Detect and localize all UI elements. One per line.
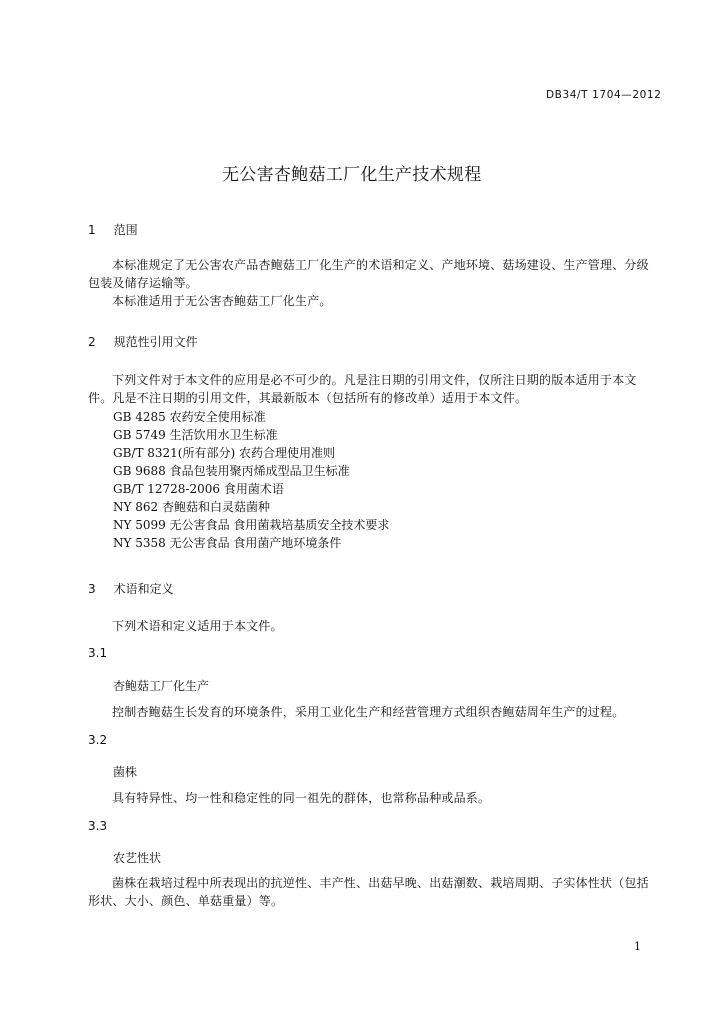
section-number: 1	[88, 223, 96, 237]
section-number: 2	[88, 335, 96, 349]
section-number: 3	[88, 582, 96, 596]
section-1-paragraph-2: 本标准适用于无公害杏鲍菇工厂化生产。	[112, 294, 332, 308]
reference-item: NY 5099 无公害食品 食用菌栽培基质安全技术要求	[113, 518, 390, 532]
section-3-heading	[88, 580, 174, 597]
term-definition: 控制杏鲍菇生长发育的环境条件，采用工业化生产和经营管理方式组织杏鲍菇周年生产的过程。	[112, 705, 625, 719]
page-title: 无公害杏鲍菇工厂化生产技术规程	[222, 165, 482, 185]
page-number: 1	[634, 940, 641, 953]
term-name: 菌株	[113, 765, 138, 779]
term-number: 3.1	[88, 646, 108, 660]
reference-item: GB/T 12728-2006 食用菌术语	[113, 482, 284, 496]
section-title: 规范性引用文件	[113, 335, 198, 349]
section-2-paragraph-1: 下列文件对于本文件的应用是必不可少的。凡是注日期的引用文件，仅所注日期的版本适用于本文件。凡是不注日期的引用文件，其最新版本（包括所有的修改单）适用于本文件。	[88, 373, 637, 405]
term-number: 3.3	[88, 819, 108, 833]
reference-item: GB 4285 农药安全使用标准	[113, 410, 266, 424]
section-3-paragraph-1: 下列术语和定义适用于本文件。	[112, 619, 283, 633]
reference-item: GB/T 8321(所有部分) 农药合理使用准则	[113, 446, 335, 460]
reference-item: GB 5749 生活饮用水卫生标准	[113, 428, 278, 442]
reference-item: NY 5358 无公害食品 食用菌产地环境条件	[113, 536, 342, 550]
section-2-heading	[88, 333, 198, 350]
term-number: 3.2	[88, 733, 108, 747]
term-definition: 具有特异性、均一性和稳定性的同一祖先的群体，也常称品种或品系。	[112, 791, 491, 805]
reference-item: NY 862 杏鲍菇和白灵菇菌种	[113, 500, 270, 514]
section-1-paragraph-1: 本标准规定了无公害农产品杏鲍菇工厂化生产的术语和定义、产地环境、菇场建设、生产管理、分级包装及储存运输等。	[88, 258, 649, 290]
standard-code: DB34/T 1704—2012	[546, 89, 662, 101]
section-1-heading	[88, 221, 138, 238]
term-name: 杏鲍菇工厂化生产	[113, 679, 210, 693]
term-name: 农艺性状	[113, 851, 162, 865]
section-title: 术语和定义	[113, 582, 174, 596]
term-definition: 菌株在栽培过程中所表现出的抗逆性、丰产性、出菇早晚、出菇潮数、栽培周期、子实体性状（包括形状、大小、颜色、单菇重量）等。	[88, 876, 649, 908]
section-title: 范围	[113, 223, 138, 237]
reference-item: GB 9688 食品包装用聚丙烯成型品卫生标准	[113, 464, 350, 478]
